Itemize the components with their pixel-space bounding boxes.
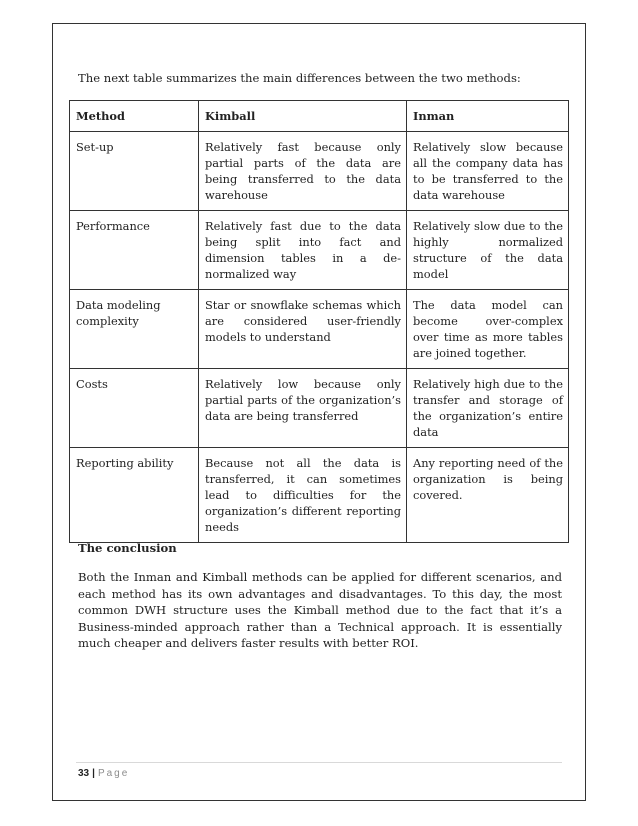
footer-divider [76,762,562,763]
inman-cell: Any reporting need of the organization is being covered. [407,448,569,543]
inman-cell: Relatively slow due to the highly normalized structure of the data model [407,211,569,290]
conclusion-paragraph: Both the Inman and Kimball methods can be applied for different scenarios, and each method has its own advantages and disadvantages. To this day, the most common DWH structure uses the Kimball method due to the fact that it’s a Business-minded approach rather than a Technical approach. It is essentially much cheaper and delivers faster results with better ROI. [78,570,562,650]
intro-text: The next table summarizes the main differences between the two methods: [78,71,521,85]
row-label-modeling-complexity: Data modeling complexity [70,290,199,369]
table-row [70,211,569,290]
inman-cell: Relatively slow because all the company data has to be transferred to the data warehouse [407,132,569,211]
table-row [70,369,569,448]
inman-cell: Relatively high due to the transfer and storage of the organization’s entire data [407,369,569,448]
comparison-table [69,100,569,543]
header-kimball: Kimball [199,101,407,132]
conclusion-heading: The conclusion [78,541,177,555]
header-inman: Inman [407,101,569,132]
kimball-cell: Relatively fast due to the data being split into fact and dimension tables in a de-normalized way [199,211,407,290]
kimball-cell: Star or snowflake schemas which are considered user-friendly models to understand [199,290,407,369]
page-footer [78,768,129,780]
row-label-setup: Set-up [70,132,199,211]
table-row [70,290,569,369]
table-row [70,132,569,211]
inman-cell: The data model can become over-complex over time as more tables are joined together. [407,290,569,369]
page-label: Page [97,768,130,779]
table-row [70,448,569,543]
kimball-cell: Relatively low because only partial parts of the organization’s data are being transferred [199,369,407,448]
footer-separator: | [92,768,95,779]
row-label-reporting-ability: Reporting ability [70,448,199,543]
header-method: Method [70,101,199,132]
kimball-cell: Relatively fast because only partial parts of the data are being transferred to the data warehouse [199,132,407,211]
table-header-row [70,101,569,132]
row-label-performance: Performance [70,211,199,290]
kimball-cell: Because not all the data is transferred, it can sometimes lead to difficulties for the organization’s different reporting needs [199,448,407,543]
row-label-costs: Costs [70,369,199,448]
page-number: 33 [78,768,90,779]
